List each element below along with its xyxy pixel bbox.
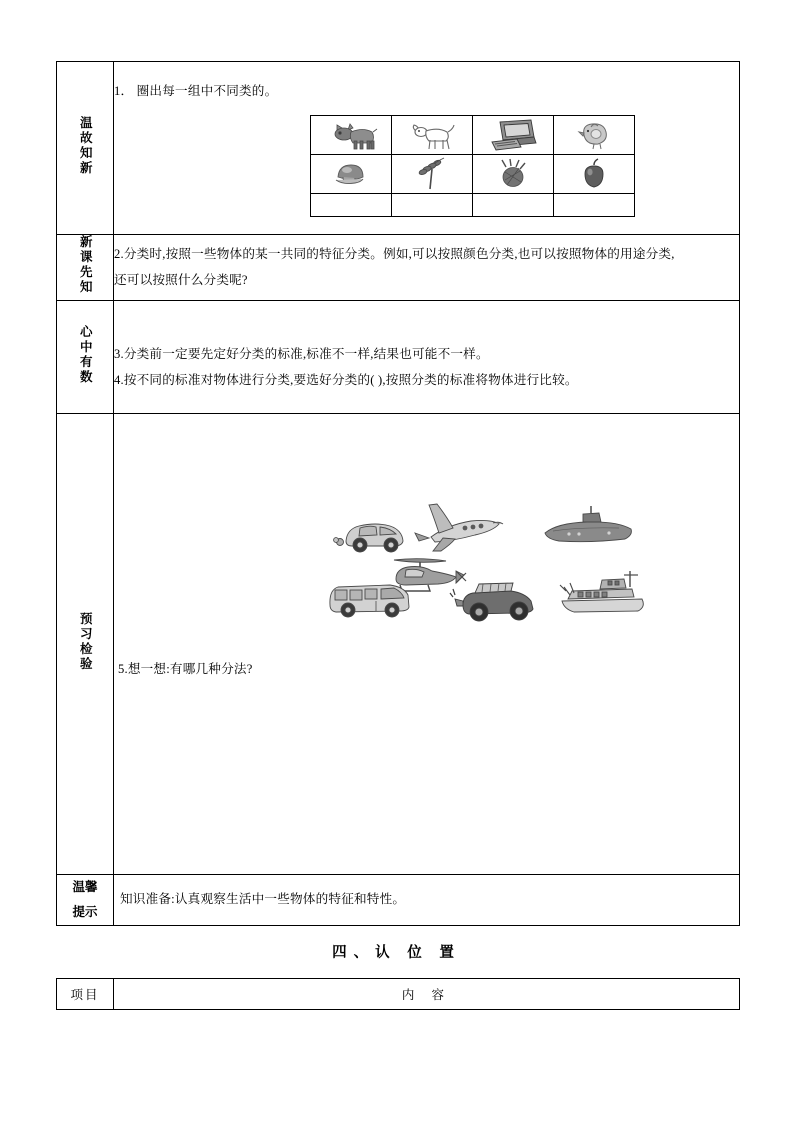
row-label-xinzhong	[57, 301, 114, 414]
row-label-line1: 温馨	[72, 880, 98, 894]
bus-icon	[324, 575, 416, 621]
jeep-icon	[449, 575, 545, 623]
question-2-line-2: 还可以按照什么分类呢?	[114, 272, 248, 287]
table-row	[57, 875, 740, 926]
picture-cell-wheat	[392, 154, 473, 193]
picture-cell-apple	[554, 154, 635, 193]
airplane-icon	[409, 497, 507, 553]
picture-cell-chick	[554, 115, 635, 154]
pineapple-icon	[492, 158, 534, 190]
row-content-xinzhong	[114, 301, 740, 414]
row-label-line2: 提示	[72, 905, 98, 919]
picture-grid-wrapper	[114, 105, 739, 217]
computer-icon	[487, 118, 539, 152]
question-2-line-1: 2.分类时,按照一些物体的某一共同的特征分类。例如,可以按照颜色分类,也可以按照物体的用途分类,	[114, 246, 675, 261]
picture-grid-row-3	[311, 193, 635, 216]
picture-cell-pineapple	[473, 154, 554, 193]
ship-icon	[554, 565, 654, 619]
table-row	[57, 979, 740, 1010]
table-row	[57, 301, 740, 414]
row-label-yuxi	[57, 414, 114, 875]
picture-grid-row-1	[311, 115, 635, 154]
row-label-xinke	[57, 235, 114, 301]
picture-grid-row-2	[311, 154, 635, 193]
submarine-icon	[539, 505, 637, 549]
mushroom-icon	[329, 159, 373, 189]
goat-icon	[406, 119, 458, 151]
statement-3-text: 3.分类前一定要先定好分类的标准,标准不一样,结果也可能不一样。	[114, 347, 489, 362]
question-5-text: 5.想一想:有哪几种分法?	[118, 662, 253, 676]
row-label-text: 心中有数	[78, 324, 93, 385]
row-content-wengu	[114, 62, 740, 235]
picture-cell-empty-3	[473, 193, 554, 216]
statement-4-text: 4.按不同的标准对物体进行分类,要选好分类的( ),按照分类的标准将物体进行比较。	[114, 373, 578, 387]
next-section-table	[56, 978, 740, 1010]
picture-cell-mushroom	[311, 154, 392, 193]
row-content-xinke	[114, 235, 740, 301]
question-1-text: 1． 圈出每一组中不同类的。	[114, 84, 278, 99]
picture-cell-empty-1	[311, 193, 392, 216]
table-row	[57, 235, 740, 301]
wheat-icon	[410, 157, 454, 191]
row-content-yuxi	[114, 414, 740, 875]
table-row	[57, 62, 740, 235]
chick-icon	[572, 119, 616, 151]
row-content-wenxin	[114, 875, 740, 926]
column-header-content: 内 容	[114, 979, 740, 1010]
picture-cell-empty-2	[392, 193, 473, 216]
vehicles-area	[114, 489, 739, 799]
row-label-wenxin	[57, 875, 114, 926]
row-label-text: 预习检验	[78, 611, 93, 672]
picture-cell-cow	[311, 115, 392, 154]
column-header-item: 项目	[57, 979, 114, 1010]
row-label-text: 新课先知	[78, 235, 93, 295]
page-title: 四、认 位 置	[332, 945, 461, 961]
picture-cell-goat	[392, 115, 473, 154]
cow-icon	[323, 119, 379, 151]
row-label-wengu	[57, 62, 114, 235]
apple-icon	[575, 158, 613, 190]
picture-cell-computer	[473, 115, 554, 154]
tip-text: 知识准备:认真观察生活中一些物体的特征和特性。	[120, 892, 406, 907]
row-label-text: 温故知新	[78, 115, 93, 176]
picture-cell-empty-4	[554, 193, 635, 216]
picture-grid	[310, 115, 635, 217]
table-row	[57, 414, 740, 875]
worksheet-table	[56, 61, 740, 926]
